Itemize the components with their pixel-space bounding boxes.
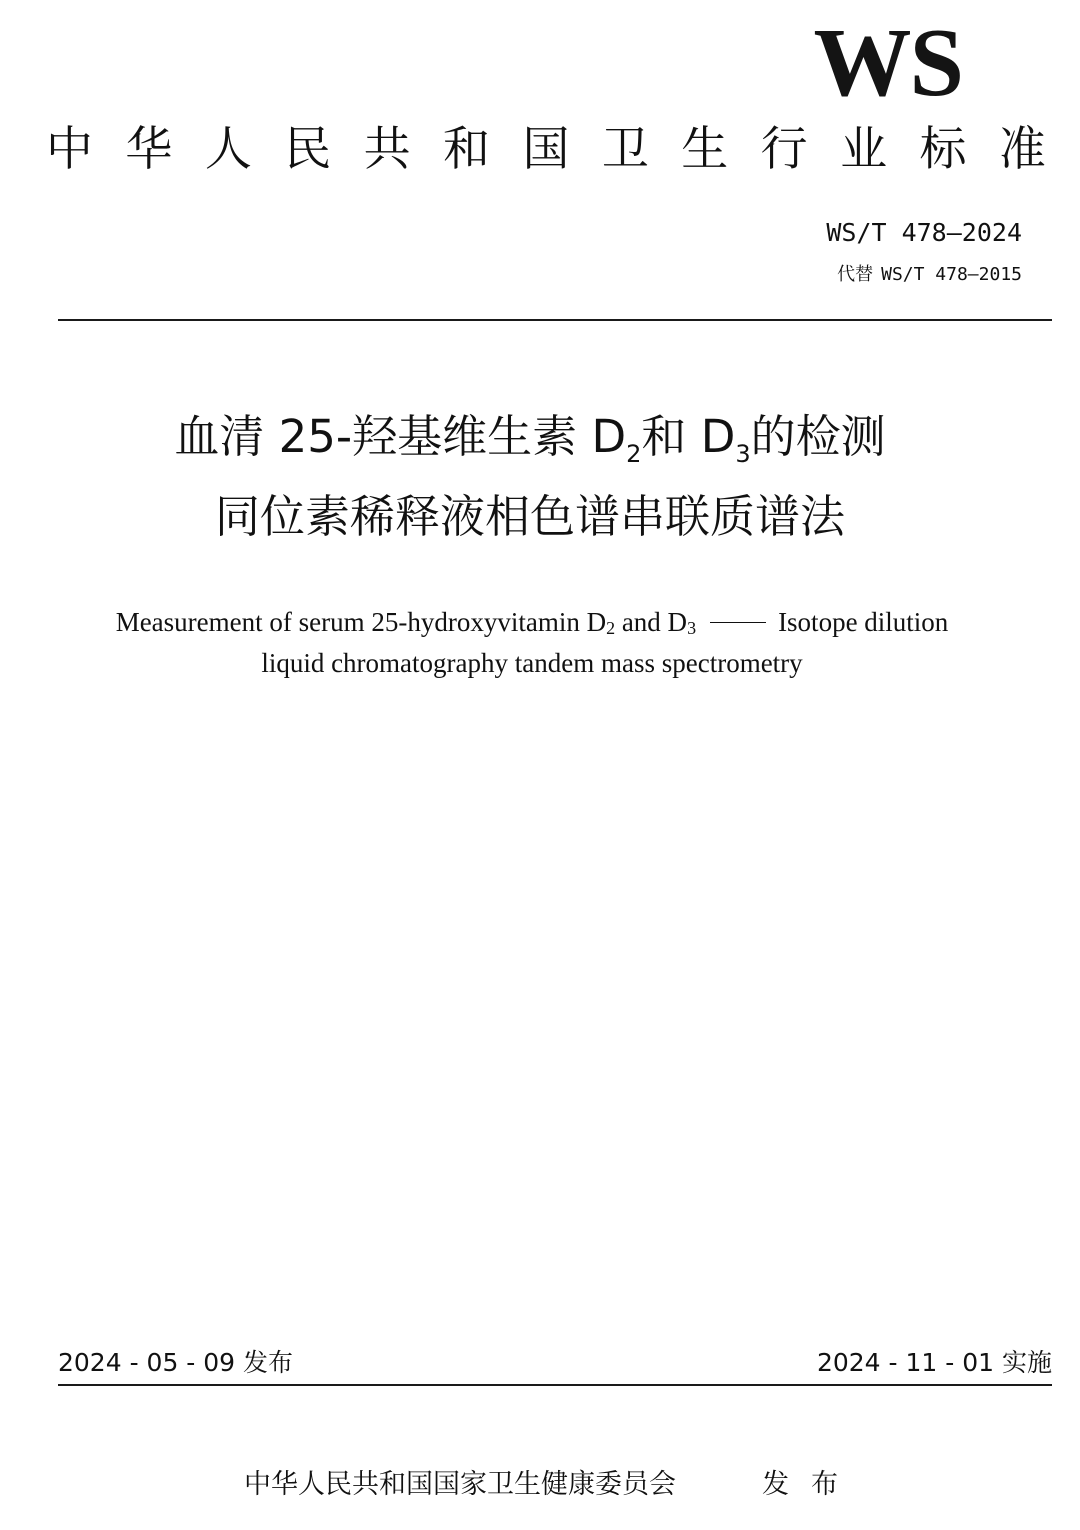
em-dash-rule (710, 622, 766, 623)
heading-char: 标 (919, 122, 967, 177)
title-en-text: Isotope dilution (778, 607, 949, 637)
title-cn-text: 的检测 (750, 410, 886, 463)
title-cn-text: 和 D (641, 410, 736, 463)
standard-number: WS/T 478—2024 (826, 218, 1022, 247)
implementation-date: 2024 - 11 - 01 实施 (816, 1348, 1052, 1377)
subscript: 2 (626, 440, 642, 468)
heading-char: 国 (522, 122, 570, 177)
replaces-label: 代替 (837, 264, 874, 285)
subscript: 2 (606, 618, 616, 638)
ws-logo: WS (813, 9, 962, 117)
subscript: 3 (735, 440, 751, 468)
heading-char: 民 (284, 122, 332, 177)
heading-char: 和 (443, 122, 491, 177)
title-en-text: and D (615, 607, 688, 637)
national-standard-heading (46, 120, 1046, 180)
bottom-divider (58, 1384, 1052, 1386)
subscript: 3 (687, 618, 697, 638)
heading-char: 行 (760, 122, 808, 177)
publisher-name: 中华人民共和国国家卫生健康委员会 (244, 1469, 676, 1500)
heading-char: 中 (46, 122, 93, 177)
heading-char: 业 (840, 122, 888, 177)
publish-label: 发布 (762, 1469, 860, 1500)
heading-char: 华 (125, 122, 173, 177)
title-cn-line1 (0, 397, 1060, 484)
replaces-number: WS/T 478—2015 (881, 264, 1022, 285)
title-en-line1 (0, 601, 1064, 646)
replaces-line (837, 260, 1022, 286)
title-en-line2: liquid chromatography tandem mass spectrometry (261, 648, 803, 678)
title-cn-line2: 同位素稀释液相色谱串联质谱法 (214, 490, 845, 543)
heading-char: 共 (363, 122, 411, 177)
heading-char: 生 (681, 122, 729, 177)
title-en-text: Measurement of serum 25-hydroxyvitamin D (115, 607, 607, 637)
heading-char: 卫 (601, 122, 649, 177)
title-cn-text: 血清 25-羟基维生素 D (174, 410, 627, 463)
issue-date: 2024 - 05 - 09 发布 (58, 1348, 294, 1377)
heading-char: 人 (204, 122, 252, 177)
top-divider (58, 319, 1052, 321)
heading-char: 准 (998, 122, 1046, 177)
